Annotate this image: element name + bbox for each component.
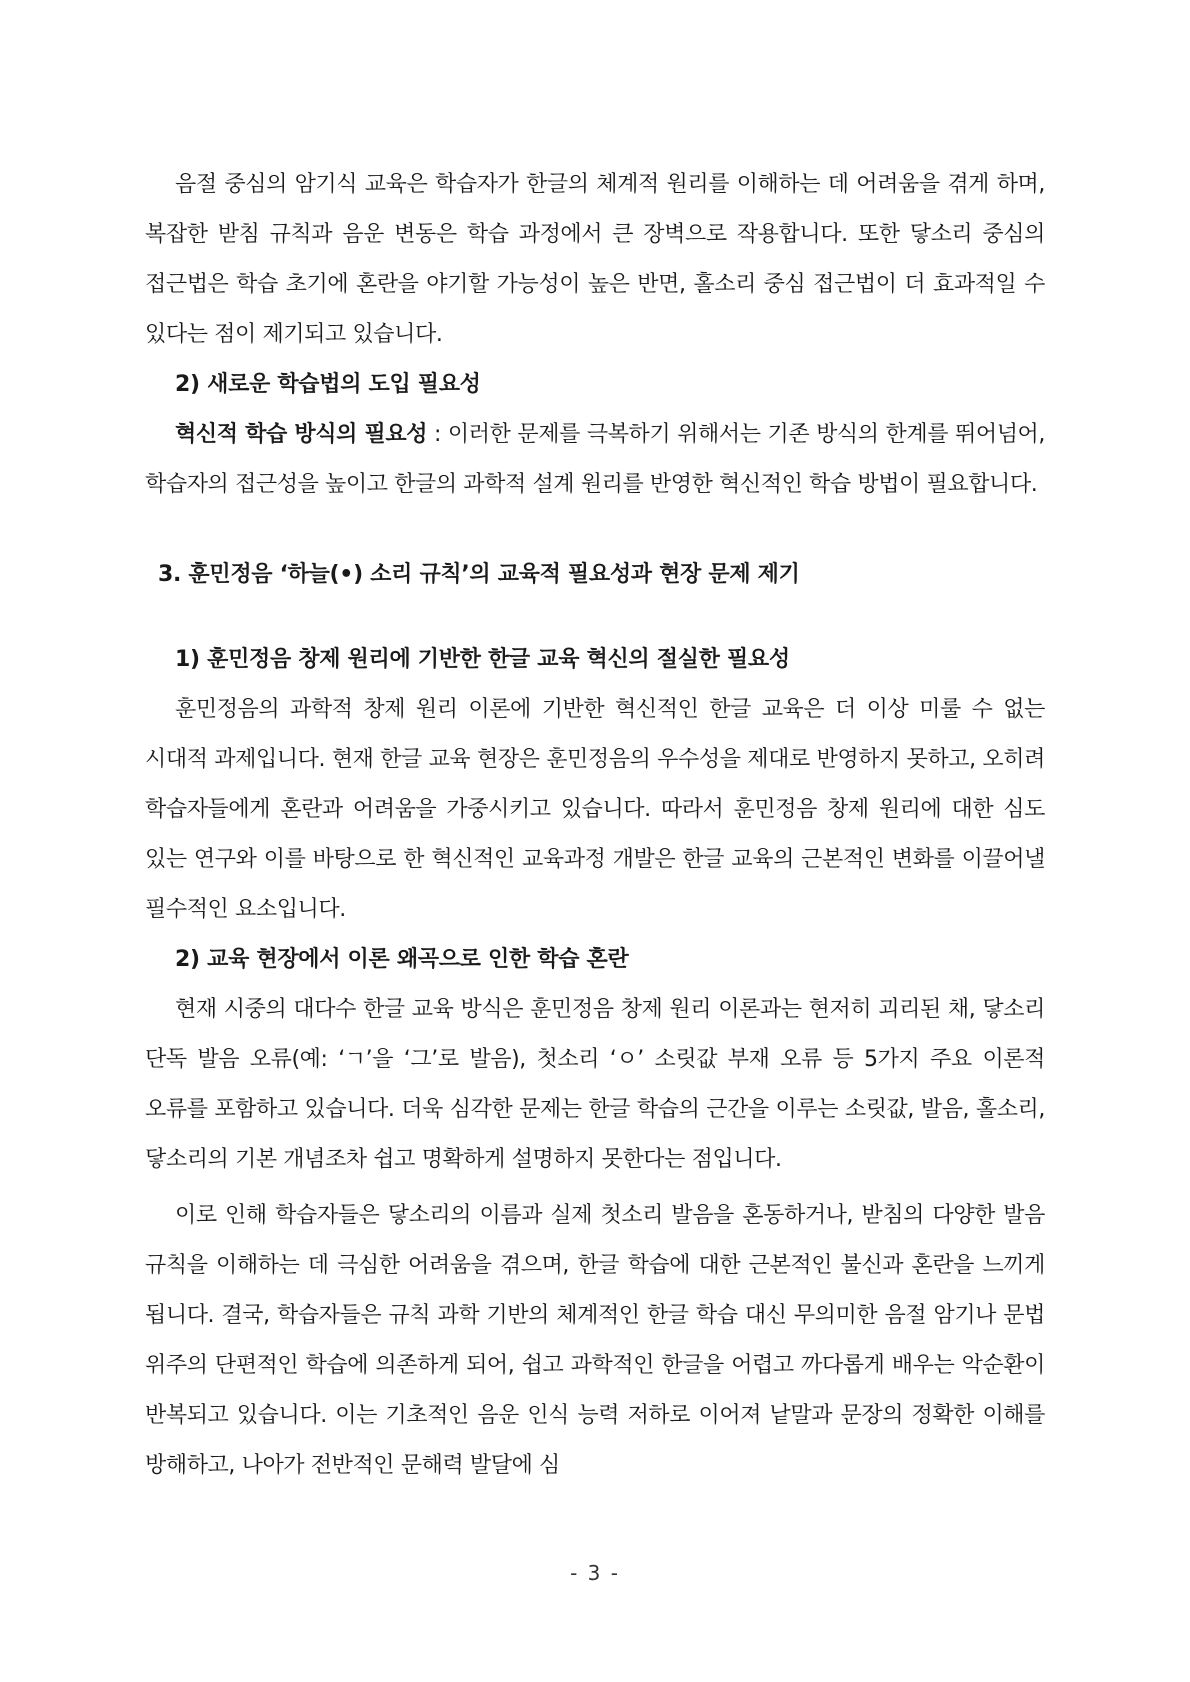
document-page [145,160,1045,1491]
innovation-need-paragraph: 훈민정음의 과학적 창제 원리 이론에 기반한 혁신적인 한글 교육은 더 이상 미룰 수 없는 시대적 과제입니다. 현재 한글 교육 현장은 훈민정음의 우수성을 제대로 반영하지 못하고, 오히려 학습자들에게 혼란과 어려움을 가중시키고 있습니다. 따라서 훈민정음 창제 원리에 대한 심도 있는 연구와 이를 바탕으로 한 혁신적인 교육과정 개발은 한글 교육의 근본적인 변화를 이끌어낼 필수적인 요소입니다. [145,697,1045,922]
learning-confusion-paragraph-1: 현재 시중의 대다수 한글 교육 방식은 훈민정음 창제 원리 이론과는 현저히 괴리된 채, 닿소리 단독 발음 오류(예: ‘ㄱ’을 ‘그’로 발음), 첫소리 ‘ㅇ’ 소릿값 부재 오류 등 5가지 주요 이론적 오류를 포함하고 있습니다. 더욱 심각한 문제는 한글 학습의 근간을 이루는 소릿값, 발음, 홀소리, 닿소리의 기본 개념조차 쉽고 명확하게 설명하지 못한다는 점입니다. [145,997,1045,1172]
page-number: - 3 - [570,1561,620,1585]
subsection-heading-new-method: 2) 새로운 학습법의 도입 필요성 [175,372,481,397]
innovative-method-paragraph [145,410,1045,510]
innovative-method-body: 이러한 문제를 극복하기 위해서는 기존 방식의 한계를 뛰어넘어, 학습자의 접근성을 높이고 한글의 과학적 설계 원리를 반영한 혁신적인 학습 방법이 필요합니다. [145,422,1045,497]
subsection-heading-learning-confusion: 2) 교육 현장에서 이론 왜곡으로 인한 학습 혼란 [175,947,629,972]
learning-confusion-paragraph-2: 이로 인해 학습자들은 닿소리의 이름과 실제 첫소리 발음을 혼동하거나, 받침의 다양한 발음 규칙을 이해하는 데 극심한 어려움을 겪으며, 한글 학습에 대한 근본적인 불신과 혼란을 느끼게 됩니다. 결국, 학습자들은 규칙 과학 기반의 체계적인 한글 학습 대신 무의미한 음절 암기나 문법 위주의 단편적인 학습에 의존하게 되어, 쉽고 과학적인 한글을 어렵고 까다롭게 배우는 악순환이 반복되고 있습니다. 이는 기초적인 음운 인식 능력 저하로 이어져 낱말과 문장의 정확한 이해를 방해하고, 나아가 전반적인 문해력 발달에 심 [145,1203,1045,1478]
intro-paragraph: 음절 중심의 암기식 교육은 학습자가 한글의 체계적 원리를 이해하는 데 어려움을 겪게 하며, 복잡한 받침 규칙과 음운 변동은 학습 과정에서 큰 장벽으로 작용합니다. 또한 닿소리 중심의 접근법은 학습 초기에 혼란을 야기할 가능성이 높은 반면, 홀소리 중심 접근법이 더 효과적일 수 있다는 점이 제기되고 있습니다. [145,172,1045,347]
lead-separator: : [427,422,448,447]
section-spacer [145,600,1045,635]
section-3-heading: 3. 훈민정음 ‘하늘(•) 소리 규칙’의 교육적 필요성과 현장 문제 제기 [158,562,800,587]
subsection-heading-innovation-need: 1) 훈민정음 창제 원리에 기반한 한글 교육 혁신의 절실한 필요성 [175,647,790,672]
innovative-method-lead-label: 혁신적 학습 방식의 필요성 [175,422,428,447]
